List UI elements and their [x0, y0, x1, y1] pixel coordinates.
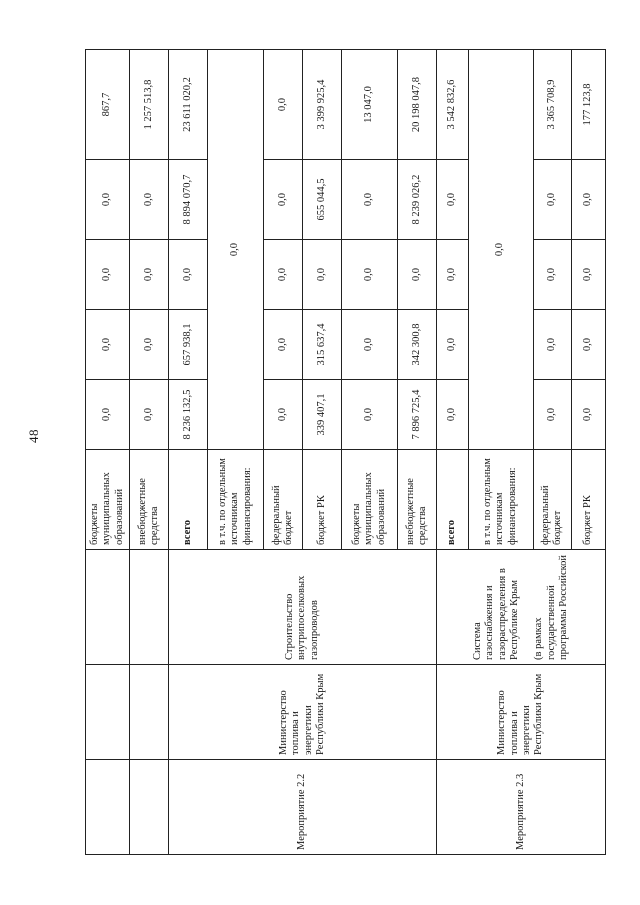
value-cell: 1 257 513,8: [130, 50, 169, 160]
value-cell: 8 894 070,7: [168, 160, 207, 240]
table-row: [168, 50, 207, 855]
value-cell: 8 236 132,5: [168, 380, 207, 450]
value-cell: 0,0: [264, 310, 303, 380]
source-cell: внебюджетные средства: [398, 450, 437, 550]
executor-cell: Министерство топлива и энергетики Республики Крым: [168, 665, 436, 760]
source-cell: всего: [168, 450, 207, 550]
value-cell: 0,0: [437, 240, 468, 310]
executor-cell: [86, 665, 130, 760]
value-cell: 3 399 925,4: [303, 50, 342, 160]
page-number: 48: [26, 429, 41, 443]
source-cell: в т.ч. по отдельным источникам финансирования:: [207, 450, 264, 550]
value-cell: 0,0: [303, 240, 342, 310]
value-cell: 0,0: [86, 160, 130, 240]
value-cell: 0,0: [572, 380, 606, 450]
source-cell: бюджеты муниципальных образований: [341, 450, 398, 550]
value-cell: 0,0: [86, 240, 130, 310]
value-cell: 339 407,1: [303, 380, 342, 450]
executor-cell: Министерство топлива и энергетики Республики Крым: [437, 665, 606, 760]
value-cell: 0,0: [572, 310, 606, 380]
budget-table-rotated: [85, 50, 606, 855]
value-cell: 0,0: [264, 240, 303, 310]
measure-name-note: (в рамках государственной программы Российской: [533, 554, 570, 660]
source-cell: в т.ч. по отдельным источникам финансирования:: [468, 450, 533, 550]
source-cell: бюджеты муниципальных образований: [86, 450, 130, 550]
value-cell: 0,0: [264, 160, 303, 240]
value-cell: 0,0: [398, 240, 437, 310]
value-cell: 657 938,1: [168, 310, 207, 380]
value-cell: 3 365 708,9: [533, 50, 572, 160]
value-cell: 0,0: [341, 310, 398, 380]
source-cell: бюджет РК: [303, 450, 342, 550]
value-cell: 20 198 047,8: [398, 50, 437, 160]
table-row: [86, 50, 130, 855]
value-cell: 315 637,4: [303, 310, 342, 380]
value-cell: 0,0: [437, 380, 468, 450]
source-cell: федеральный бюджет: [533, 450, 572, 550]
value-cell: 177 123,8: [572, 50, 606, 160]
value-cell: 0,0: [437, 160, 468, 240]
measure-name-cell: [86, 550, 130, 665]
value-cell: 8 239 026,2: [398, 160, 437, 240]
measure-name-cell: [437, 550, 606, 665]
merged-value-cell: 0,0: [207, 50, 264, 450]
value-cell: 3 542 832,6: [437, 50, 468, 160]
value-cell: 867,7: [86, 50, 130, 160]
measure-name-cell: [130, 550, 169, 665]
measure-name: Система газоснабжения и газораспределения в Республике Крым: [471, 568, 520, 660]
value-cell: 0,0: [130, 240, 169, 310]
measure-code-cell: Мероприятие 2.2: [168, 760, 436, 855]
value-cell: 23 611 020,2: [168, 50, 207, 160]
value-cell: 0,0: [437, 310, 468, 380]
source-cell: всего: [437, 450, 468, 550]
value-cell: 0,0: [572, 240, 606, 310]
value-cell: 0,0: [86, 380, 130, 450]
value-cell: 13 047,0: [341, 50, 398, 160]
executor-cell: [130, 665, 169, 760]
value-cell: 0,0: [533, 160, 572, 240]
value-cell: 0,0: [130, 380, 169, 450]
table-row: [437, 50, 468, 855]
value-cell: 0,0: [130, 160, 169, 240]
source-cell: бюджет РК: [572, 450, 606, 550]
measure-code-cell: [130, 760, 169, 855]
measure-code-cell: Мероприятие 2.3: [437, 760, 606, 855]
source-cell: федеральный бюджет: [264, 450, 303, 550]
value-cell: 655 044,5: [303, 160, 342, 240]
value-cell: 0,0: [264, 380, 303, 450]
value-cell: 0,0: [533, 310, 572, 380]
value-cell: 0,0: [533, 240, 572, 310]
source-cell: внебюджетные средства: [130, 450, 169, 550]
value-cell: 342 300,8: [398, 310, 437, 380]
value-cell: 0,0: [264, 50, 303, 160]
table-row: [130, 50, 169, 855]
value-cell: 0,0: [533, 380, 572, 450]
value-cell: 0,0: [341, 160, 398, 240]
measure-name-cell: Строительство внутрипоселковых газопроводов: [168, 550, 436, 665]
value-cell: 0,0: [341, 240, 398, 310]
measure-code-cell: [86, 760, 130, 855]
merged-value-cell: 0,0: [468, 50, 533, 450]
value-cell: 0,0: [168, 240, 207, 310]
value-cell: 0,0: [86, 310, 130, 380]
value-cell: 0,0: [572, 160, 606, 240]
value-cell: 0,0: [130, 310, 169, 380]
value-cell: 0,0: [341, 380, 398, 450]
budget-table: [85, 49, 606, 855]
value-cell: 7 896 725,4: [398, 380, 437, 450]
